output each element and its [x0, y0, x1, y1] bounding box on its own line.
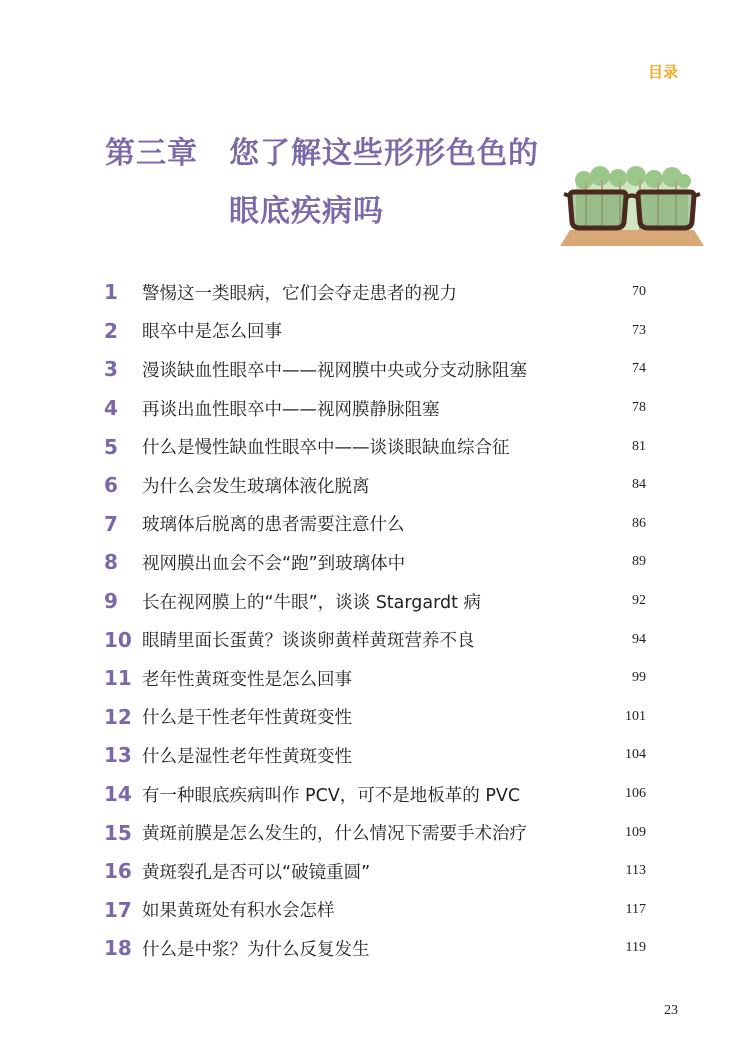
- toc-entry-title: 长在视网膜上的“牛眼”，谈谈 Stargardt 病: [142, 592, 482, 613]
- toc-entry-number: 10: [104, 627, 132, 652]
- toc-entry-title: 眼睛里面长蛋黄？谈谈卵黄样黄斑营养不良: [142, 631, 475, 652]
- toc-entry[interactable]: [104, 273, 650, 312]
- toc-entry-title: 什么是慢性缺血性眼卒中——谈谈眼缺血综合征: [142, 438, 510, 459]
- toc-entry-number: 18: [104, 936, 132, 961]
- toc-entry-number: 4: [104, 396, 118, 421]
- toc-entry[interactable]: [104, 582, 650, 621]
- toc-entry-number: 9: [104, 589, 118, 614]
- toc-entry-page: 106: [625, 786, 646, 802]
- toc-entry-page: 109: [625, 824, 646, 840]
- toc-entry-number: 5: [104, 434, 118, 459]
- toc-entry-number: 15: [104, 820, 132, 845]
- toc-entry-title: 什么是干性老年性黄斑变性: [142, 708, 352, 729]
- toc-entry[interactable]: [104, 543, 650, 582]
- toc-entry-number: 7: [104, 511, 118, 536]
- toc-entry-title: 漫谈缺血性眼卒中——视网膜中央或分支动脉阻塞: [142, 360, 527, 381]
- toc-entry[interactable]: [104, 813, 650, 852]
- toc-entry-title: 玻璃体后脱离的患者需要注意什么: [142, 515, 405, 536]
- toc-entry[interactable]: [104, 929, 650, 968]
- toc-entry[interactable]: [104, 891, 650, 930]
- toc-entry[interactable]: [104, 389, 650, 428]
- toc-entry-page: 117: [625, 901, 646, 917]
- toc-entry-title: 视网膜出血会不会“跑”到玻璃体中: [142, 553, 406, 574]
- toc-entry-number: 11: [104, 666, 132, 691]
- toc-entry-page: 94: [632, 631, 646, 647]
- toc-entry-number: 3: [104, 357, 118, 382]
- toc-entry-number: 17: [104, 897, 132, 922]
- toc-entry-title: 黄斑裂孔是否可以“破镜重圆”: [142, 862, 371, 883]
- toc-entry-page: 119: [625, 940, 646, 956]
- toc-entry-title: 有一种眼底疾病叫作 PCV，可不是地板革的 PVC: [142, 785, 521, 806]
- toc-entry-number: 1: [104, 280, 118, 305]
- toc-entry[interactable]: [104, 350, 650, 389]
- toc-entry-number: 6: [104, 473, 118, 498]
- toc-entry-number: 2: [104, 318, 118, 343]
- toc-entry[interactable]: [104, 466, 650, 505]
- toc-entry-page: 73: [632, 322, 646, 338]
- toc-entry-page: 78: [632, 400, 646, 416]
- glasses-forest-illustration: [560, 166, 704, 248]
- toc-entry-page: 104: [625, 747, 646, 763]
- toc-entry-page: 74: [632, 361, 646, 377]
- toc-entry-title: 什么是中浆？为什么反复发生: [142, 939, 370, 960]
- toc-entry-title: 黄斑前膜是怎么发生的，什么情况下需要手术治疗: [142, 824, 527, 845]
- chapter-title-line2: 眼底疾病吗: [229, 194, 384, 229]
- toc-entry-title: 眼卒中是怎么回事: [142, 322, 282, 343]
- toc-entry-title: 为什么会发生玻璃体液化脱离: [142, 476, 370, 497]
- toc-entry-number: 13: [104, 743, 132, 768]
- toc-entry[interactable]: [104, 852, 650, 891]
- toc-entry-title: 什么是湿性老年性黄斑变性: [142, 746, 352, 767]
- toc-entry-page: 101: [625, 708, 646, 724]
- toc-entry-page: 70: [632, 284, 646, 300]
- toc-entry[interactable]: [104, 698, 650, 737]
- toc-entry-page: 84: [632, 477, 646, 493]
- table-of-contents: [104, 273, 650, 968]
- toc-entry-page: 113: [625, 863, 646, 879]
- toc-entry[interactable]: [104, 659, 650, 698]
- toc-entry[interactable]: [104, 312, 650, 351]
- toc-entry[interactable]: [104, 505, 650, 544]
- toc-entry-number: 16: [104, 859, 132, 884]
- toc-entry-page: 81: [632, 438, 646, 454]
- toc-entry[interactable]: [104, 775, 650, 814]
- toc-entry-title: 警惕这一类眼病，它们会夺走患者的视力: [142, 283, 457, 304]
- toc-entry[interactable]: [104, 736, 650, 775]
- toc-entry-number: 12: [104, 704, 132, 729]
- toc-entry-number: 8: [104, 550, 118, 575]
- toc-entry[interactable]: [104, 620, 650, 659]
- chapter-title-line1: 您了解这些形形色色的: [229, 136, 539, 171]
- page-number: 23: [664, 1003, 678, 1018]
- toc-entry-page: 86: [632, 515, 646, 531]
- section-tag: 目录: [647, 63, 678, 81]
- toc-entry-page: 99: [632, 670, 646, 686]
- toc-entry-title: 老年性黄斑变性是怎么回事: [142, 669, 352, 690]
- toc-entry-title: 再谈出血性眼卒中——视网膜静脉阻塞: [142, 399, 440, 420]
- toc-entry-title: 如果黄斑处有积水会怎样: [142, 901, 335, 922]
- chapter-label: 第三章: [105, 136, 198, 171]
- toc-entry-number: 14: [104, 782, 132, 807]
- toc-entry-page: 92: [632, 593, 646, 609]
- toc-entry-page: 89: [632, 554, 646, 570]
- toc-entry[interactable]: [104, 427, 650, 466]
